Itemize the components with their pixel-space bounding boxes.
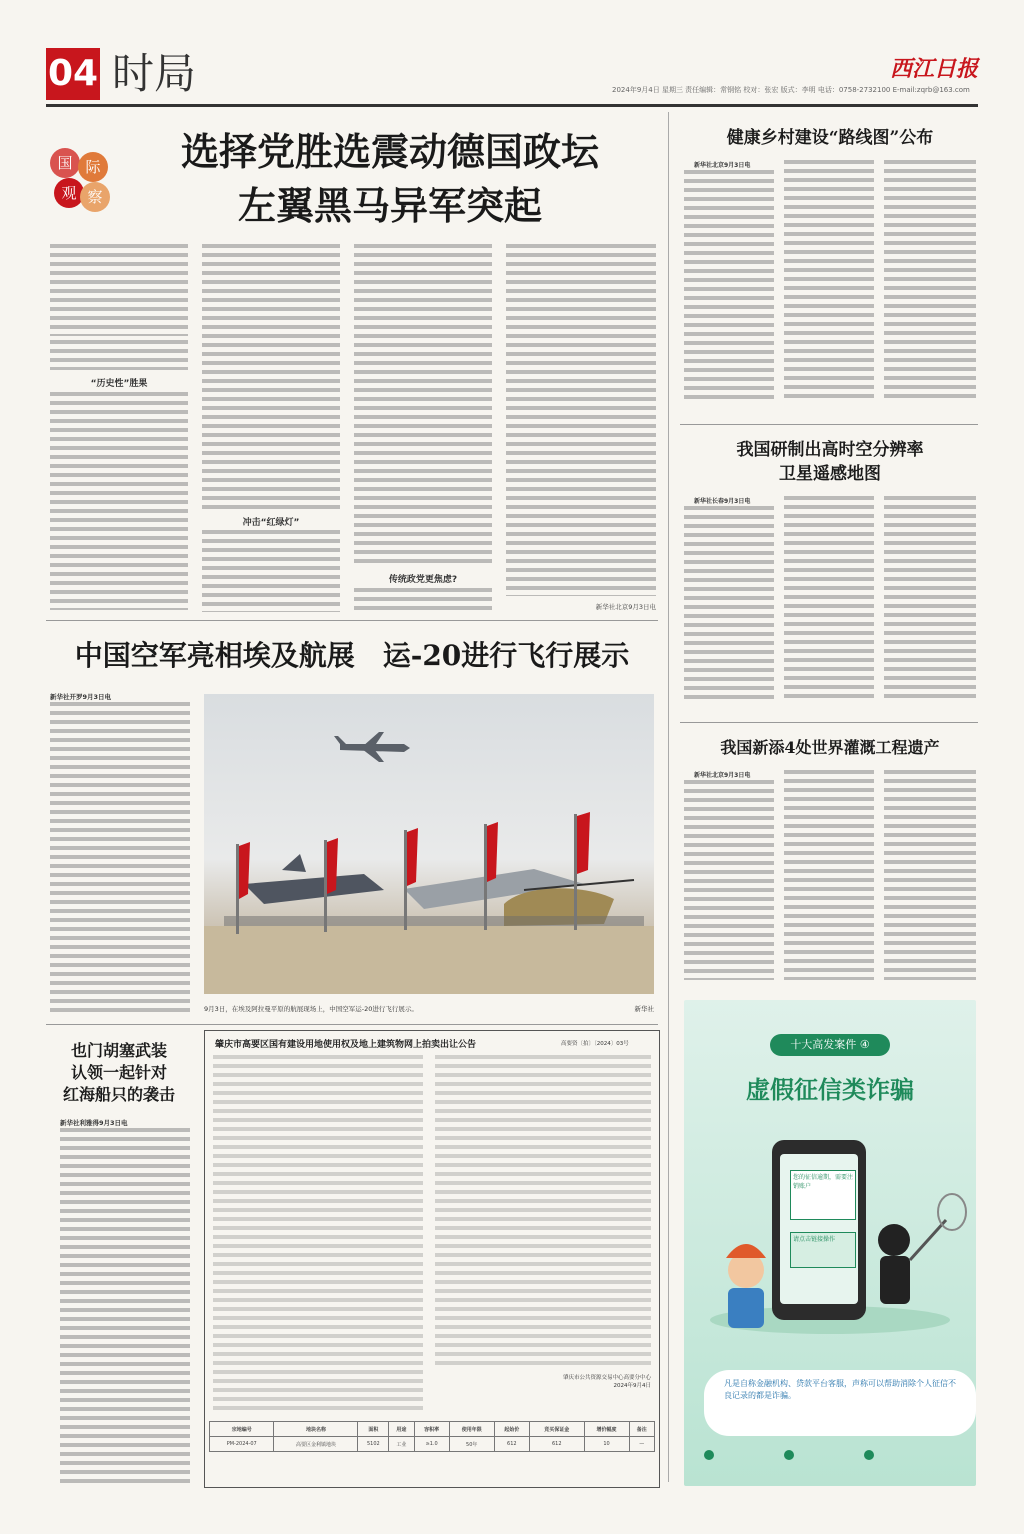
header-rule xyxy=(46,104,978,107)
airshow-photo-illustration xyxy=(204,694,654,994)
badge-char: 国 xyxy=(50,148,80,178)
notice-signoff-date: 2024年9月4日 xyxy=(613,1383,651,1389)
divider xyxy=(680,722,978,723)
table-header: 用途 xyxy=(389,1422,414,1437)
table-cell: 612 xyxy=(529,1437,584,1452)
lead-body-col3b xyxy=(354,588,492,612)
table-header: 增价幅度 xyxy=(584,1422,629,1437)
y20-aircraft-icon xyxy=(334,732,410,762)
notice-ref: 高要资〔拍〕〔2024〕03号 xyxy=(561,1041,629,1047)
rural-health-col2 xyxy=(784,160,874,402)
table-header-row xyxy=(210,1422,655,1437)
irrigation-byline: 新华社北京9月3日电 xyxy=(694,772,751,779)
masthead-logo: 西江日报 xyxy=(890,56,979,82)
lead-subhead-3: 传统政党更焦虑? xyxy=(388,575,458,585)
divider xyxy=(46,1024,658,1025)
houthi-body xyxy=(60,1128,190,1484)
anti-fraud-ad xyxy=(684,1000,976,1486)
section-title: 时局 xyxy=(112,49,197,98)
divider xyxy=(680,424,978,425)
land-auction-notice xyxy=(204,1030,660,1488)
notice-body-right xyxy=(435,1055,651,1365)
satellite-headline-line2: 卫星遥感地图 xyxy=(779,464,881,484)
satellite-col3 xyxy=(884,496,976,702)
airshow-body xyxy=(50,702,190,1012)
table-header: 备注 xyxy=(629,1422,654,1437)
table-cell: 50年 xyxy=(449,1437,494,1452)
divider xyxy=(46,620,658,621)
satellite-byline: 新华社长春9月3日电 xyxy=(694,498,751,505)
badge-char: 察 xyxy=(80,182,110,212)
lead-headline-line2: 左翼黑马异军突起 xyxy=(237,183,542,228)
phone-message-1: 您的征信逾期，需要注销账户 xyxy=(790,1170,856,1220)
page-number-badge: 04 xyxy=(46,48,100,100)
international-observe-badge xyxy=(50,148,114,214)
lead-headline-line1: 选择党胜选震动德国政坛 xyxy=(180,129,599,174)
photo-caption: 9月3日，在埃及阿拉曼平原的航展现场上，中国空军运-20进行飞行展示。 xyxy=(204,1005,418,1013)
lead-body-col1c xyxy=(50,392,188,610)
table-cell: 10 xyxy=(584,1437,629,1452)
net-icon xyxy=(938,1194,966,1230)
lead-body-col3a xyxy=(354,244,492,566)
table-header: 面积 xyxy=(358,1422,389,1437)
rural-health-byline: 新华社北京9月3日电 xyxy=(694,162,751,169)
lead-byline: 新华社北京9月3日电 xyxy=(595,603,656,611)
airshow-photo xyxy=(204,694,654,994)
table-cell: PM-2024-07 xyxy=(210,1437,274,1452)
rural-health-headline: 健康乡村建设“路线图”公布 xyxy=(726,128,934,148)
satellite-headline-line1: 我国研制出高时空分辨率 xyxy=(736,440,924,460)
ad-sponsor-logos xyxy=(704,1450,956,1462)
badge-char: 观 xyxy=(54,178,84,208)
table-header: 地块名称 xyxy=(274,1422,358,1437)
table-header: 容积率 xyxy=(414,1422,449,1437)
houthi-headline-line3: 红海船只的袭击 xyxy=(62,1085,175,1104)
notice-title: 肇庆市高要区国有建设用地使用权及地上建筑物网上拍卖出让公告 xyxy=(215,1040,477,1050)
irrigation-col3 xyxy=(884,770,976,980)
houthi-headline-line1: 也门胡塞武装 xyxy=(70,1041,167,1060)
lead-body-col4 xyxy=(506,244,656,596)
table-cell: ≥1.0 xyxy=(414,1437,449,1452)
satellite-col2 xyxy=(784,496,874,702)
houthi-byline: 新华社利雅得9月3日电 xyxy=(60,1119,128,1127)
lead-body-col2a xyxy=(202,244,340,509)
lead-subhead-2: 冲击“红绿灯” xyxy=(242,518,300,528)
ad-pill: 十大高发案件 ④ xyxy=(770,1034,890,1056)
ad-headline: 虚假征信类诈骗 xyxy=(746,1075,914,1104)
houthi-headline-line2: 认领一起针对 xyxy=(70,1063,167,1082)
badge-char: 际 xyxy=(78,152,108,182)
lead-body-col2b xyxy=(202,530,340,612)
notice-body-left xyxy=(213,1055,423,1413)
rural-health-col1 xyxy=(684,170,774,402)
table-header: 起始价 xyxy=(494,1422,529,1437)
notice-signoff-org: 肇庆市公共资源交易中心高要分中心 xyxy=(562,1375,651,1381)
lead-body-col1b xyxy=(50,340,188,370)
table-header: 宗地编号 xyxy=(210,1422,274,1437)
rural-health-col3 xyxy=(884,160,976,402)
airshow-byline: 新华社开罗9月3日电 xyxy=(50,693,112,701)
airshow-headline: 中国空军亮相埃及航展 运-20进行飞行展示 xyxy=(74,639,630,672)
table-row xyxy=(210,1437,655,1452)
lead-body-col1a xyxy=(50,244,188,336)
scammer-icon xyxy=(878,1224,910,1256)
shield-icon xyxy=(784,1450,794,1460)
column-divider xyxy=(668,112,669,1482)
table-cell: 高要区金利镇地块 xyxy=(274,1437,358,1452)
table-header: 使用年限 xyxy=(449,1422,494,1437)
irrigation-col2 xyxy=(784,770,874,980)
table-header: 竞买保证金 xyxy=(529,1422,584,1437)
irrigation-headline: 我国新添4处世界灌溉工程遗产 xyxy=(720,738,940,757)
table-cell: 5102 xyxy=(358,1437,389,1452)
table-cell: — xyxy=(629,1437,654,1452)
photo-credit: 新华社 xyxy=(634,1005,654,1013)
table-cell: 612 xyxy=(494,1437,529,1452)
emblem-icon xyxy=(864,1450,874,1460)
ad-footer-note: 凡是自称金融机构、贷款平台客服，声称可以帮助消除个人征信不良记录的都是诈骗。 xyxy=(704,1370,976,1436)
irrigation-col1 xyxy=(684,780,774,980)
table-cell: 工业 xyxy=(389,1437,414,1452)
page-meta-line: 2024年9月4日 星期三 责任编辑：常钢铭 校对：张宏 版式：李明 电话：0758-2732100 E-mail:zqrb@163.com xyxy=(612,86,970,94)
phone-message-2: 请点击链接操作 xyxy=(790,1232,856,1268)
police-badge-icon xyxy=(704,1450,714,1460)
notice-table xyxy=(209,1421,655,1452)
lead-subhead-1: “历史性”胜果 xyxy=(90,379,148,389)
satellite-col1 xyxy=(684,506,774,702)
